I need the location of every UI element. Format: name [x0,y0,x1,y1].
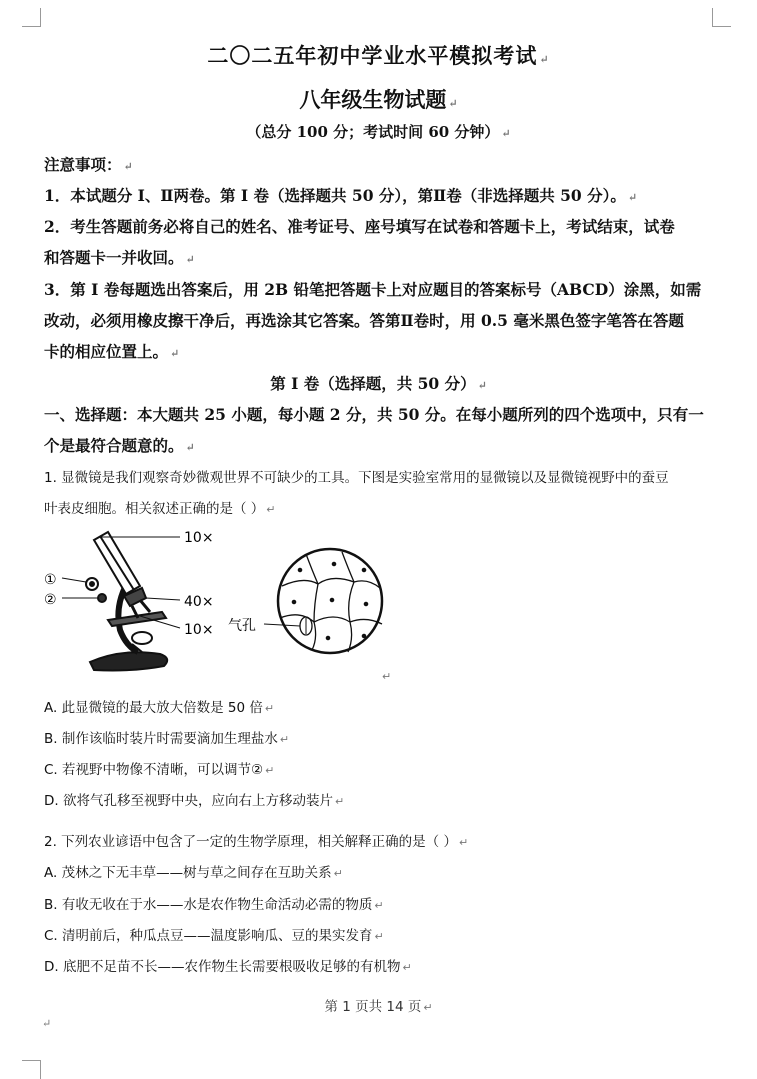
marker-2-label: ② [44,592,57,608]
exam-title: 二〇二五年初中学业水平模拟考试 ↵ [207,43,550,68]
q1-option-a: A. 此显微镜的最大放大倍数是 50 倍 ↵ [44,700,275,716]
q1-option-b: B. 制作该临时装片时需要滴加生理盐水 ↵ [44,731,290,747]
section-intro-line-2: 个是最符合题意的。 ↵ [44,436,195,455]
notes-item-3-line-3: 卡的相应位置上。 ↵ [44,342,180,361]
end-paragraph-mark: ↵ [42,1017,52,1030]
q1-stem-line-2: 叶表皮细胞。相关叙述正确的是（ ） ↵ [44,501,276,517]
notes-item-3-line-2: 改动，必须用橡皮擦干净后，再选涂其它答案。答第Ⅱ卷时，用 0.5 毫米黑色签字笔答在答题 [44,311,684,330]
q1-stem-line-1: 1. 显微镜是我们观察奇妙微观世界不可缺少的工具。下图是实验室常用的显微镜以及显微镜视野中的蚕豆 [44,470,669,486]
eyepiece-label: 10× [184,530,214,546]
q1-option-c: C. 若视野中物像不清晰，可以调节② ↵ [44,762,275,778]
notes-item-2-line-1: 2．考生答题前务必将自己的姓名、准考证号、座号填写在试卷和答题卡上，考试结束，试卷 [44,217,675,236]
figure-paragraph-mark: ↵ [382,670,392,683]
field-of-view [264,549,382,653]
section-title: 第 Ⅰ 卷（选择题，共 50 分） ↵ [270,374,487,393]
notes-item-1: 1．本试题分 Ⅰ、Ⅱ两卷。第 Ⅰ 卷（选择题共 50 分），第Ⅱ卷（非选择题共 50 分）。 ↵ [44,186,638,205]
notes-item-3-line-1: 3．第 Ⅰ 卷每题选出答案后，用 2B 铅笔把答题卡上对应题目的答案标号（ABCD）涂黑，如需 [44,280,702,299]
q2-option-b: B. 有收无收在于水——水是农作物生命活动必需的物质 ↵ [44,897,384,913]
q2-option-c: C. 清明前后，种瓜点豆——温度影响瓜、豆的果实发育 ↵ [44,928,384,944]
marker-1-label: ① [44,572,57,588]
page-footer: 第 1 页共 14 页 ↵ [324,999,433,1015]
crop-mark-top-left [22,8,41,27]
section-intro-line-1: 一、选择题：本大题共 25 小题，每小题 2 分，共 50 分。在每小题所列的四个选项中，只有一 [44,405,704,424]
objective-low-label: 10× [184,622,214,638]
microscope-figure [42,526,402,684]
microscope-drawing [86,532,167,671]
crop-mark-top-right [712,8,731,27]
objective-high-label: 40× [184,594,214,610]
q1-option-d: D. 欲将气孔移至视野中央，应向右上方移动装片 ↵ [44,793,345,809]
notes-heading: 注意事项： ↵ [44,155,133,174]
stoma-label: 气孔 [228,618,256,634]
notes-item-2-line-2: 和答题卡一并收回。 ↵ [44,248,195,267]
q2-option-a: A. 茂林之下无丰草——树与草之间存在互助关系 ↵ [44,865,343,881]
exam-subtitle: 八年级生物试题 ↵ [299,87,458,112]
q2-stem: 2. 下列农业谚语中包含了一定的生物学原理，相关解释正确的是（ ） ↵ [44,834,469,850]
score-time: （总分 100 分；考试时间 60 分钟） ↵ [246,123,511,141]
q2-option-d: D. 底肥不足苗不长——农作物生长需要根吸收足够的有机物 ↵ [44,959,412,975]
crop-mark-bottom-left [22,1060,41,1079]
